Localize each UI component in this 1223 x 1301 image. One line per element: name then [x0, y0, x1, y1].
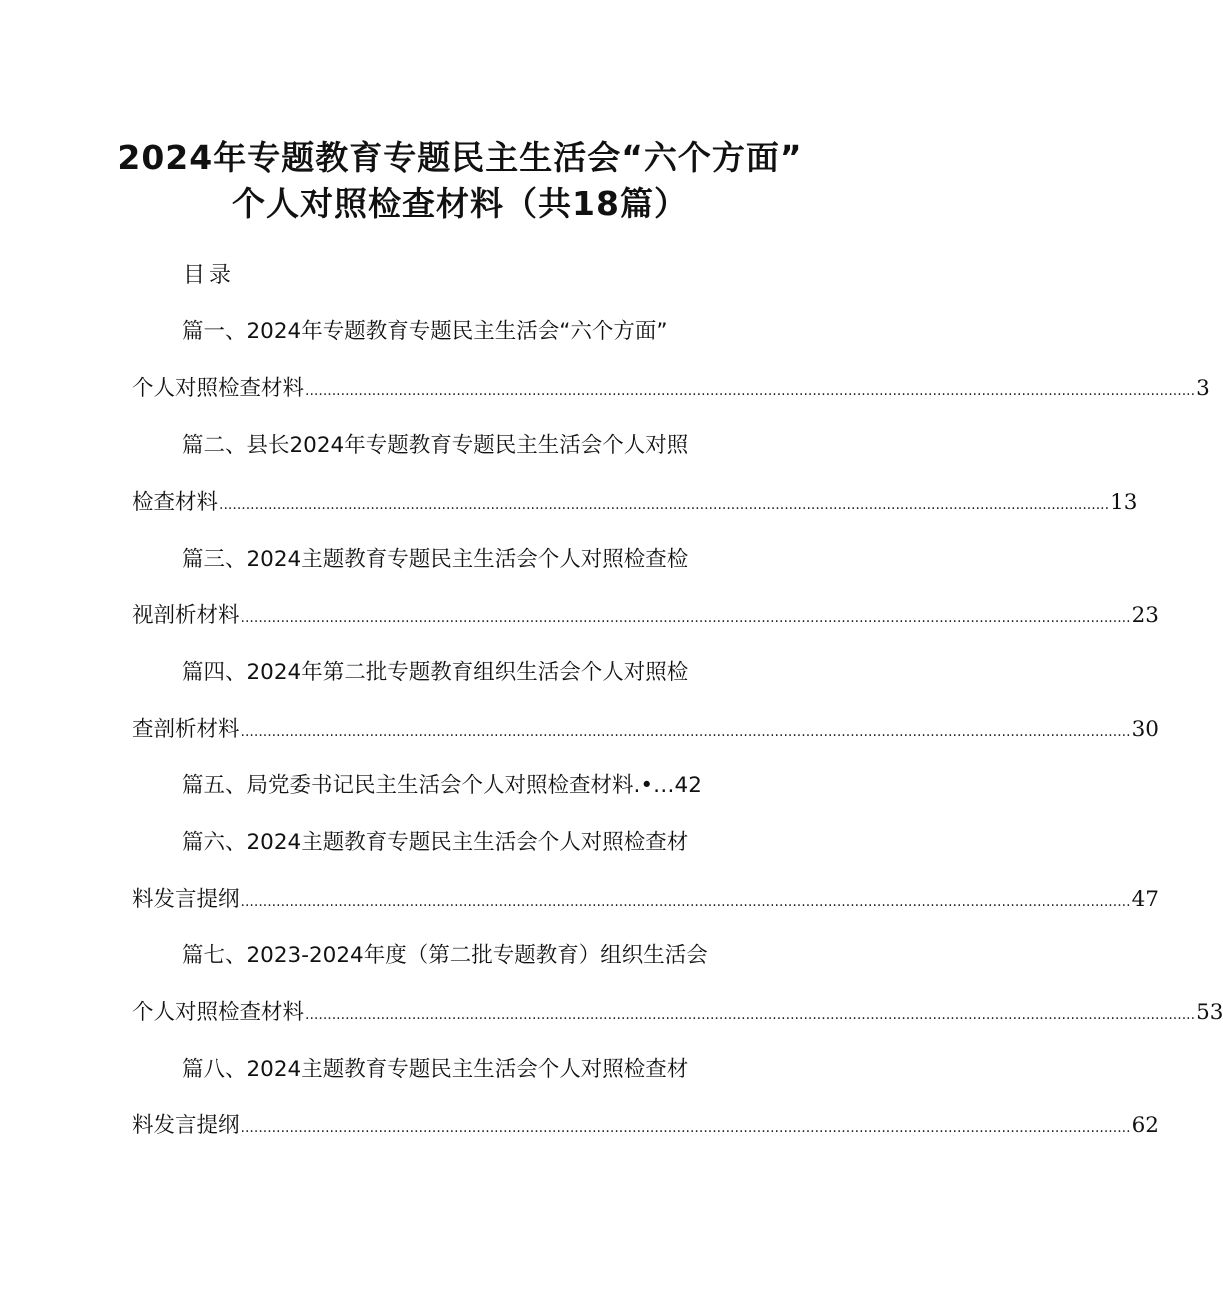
toc-entry-2-continuation[interactable] [132, 488, 1138, 520]
toc-entry-7-title[interactable]: 篇七、2023-2024年度（第二批专题教育）组织生活会 [182, 943, 708, 968]
toc-entry-4-title[interactable]: 篇四、2024年第二批专题教育组织生活会个人对照检 [182, 660, 689, 685]
toc-entry-1-continuation[interactable] [132, 374, 1210, 406]
toc-entry-4-page: 30 [1131, 717, 1159, 742]
toc-entry-6-text: 料发言提纲 [132, 887, 240, 912]
toc-entry-1-text: 个人对照检查材料 [132, 376, 305, 401]
toc-entry-7-continuation[interactable] [132, 998, 1223, 1030]
toc-entry-1-page: 3 [1196, 376, 1210, 401]
toc-entry-3-title[interactable]: 篇三、2024主题教育专题民主生活会个人对照检查检 [182, 547, 689, 572]
toc-entry-6-page: 47 [1131, 887, 1159, 912]
toc-leader-dots: ........................................................................................................................................................................................................ [240, 724, 1131, 740]
toc-entry-7-text: 个人对照检查材料 [132, 1000, 305, 1025]
toc-entry-2-text: 检查材料 [132, 490, 219, 515]
toc-entry-5[interactable]: 篇五、局党委书记民主生活会个人对照检查材料.•…42 [182, 773, 702, 798]
toc-entry-6-title[interactable]: 篇六、2024主题教育专题民主生活会个人对照检查材 [182, 830, 689, 855]
toc-leader-dots: ........................................................................................................................................................................................................ [240, 894, 1131, 910]
toc-entry-2-title[interactable]: 篇二、县长2024年专题教育专题民主生活会个人对照 [182, 433, 689, 458]
toc-leader-dots: ........................................................................................................................................................................................................ [240, 1120, 1131, 1136]
toc-entry-3-page: 23 [1131, 603, 1159, 628]
toc-heading: 目录 [183, 263, 236, 288]
toc-entry-7-page: 53 [1196, 1000, 1223, 1025]
document-title-line-1: 2024年专题教育专题民主生活会“六个方面” [117, 138, 803, 177]
toc-entry-8-title[interactable]: 篇八、2024主题教育专题民主生活会个人对照检查材 [182, 1057, 689, 1082]
toc-leader-dots: ........................................................................................................................................................................................................ [305, 383, 1196, 399]
toc-leader-dots: ........................................................................................................................................................................................................ [240, 610, 1131, 626]
toc-entry-1-title[interactable]: 篇一、2024年专题教育专题民主生活会“六个方面” [182, 319, 668, 344]
toc-entry-4-continuation[interactable] [132, 715, 1159, 747]
toc-entry-6-continuation[interactable] [132, 885, 1159, 917]
toc-entry-2-page: 13 [1110, 490, 1138, 515]
toc-entry-3-text: 视剖析材料 [132, 603, 240, 628]
toc-entry-8-continuation[interactable] [132, 1111, 1159, 1143]
toc-leader-dots: ........................................................................................................................................................................................................ [305, 1007, 1196, 1023]
toc-entry-4-text: 查剖析材料 [132, 717, 240, 742]
toc-entry-8-page: 62 [1131, 1113, 1159, 1138]
toc-leader-dots: ........................................................................................................................................................................................................ [219, 497, 1110, 513]
toc-entry-3-continuation[interactable] [132, 601, 1159, 633]
toc-entry-8-text: 料发言提纲 [132, 1113, 240, 1138]
document-title-line-2: 个人对照检查材料（共18篇） [232, 184, 688, 223]
